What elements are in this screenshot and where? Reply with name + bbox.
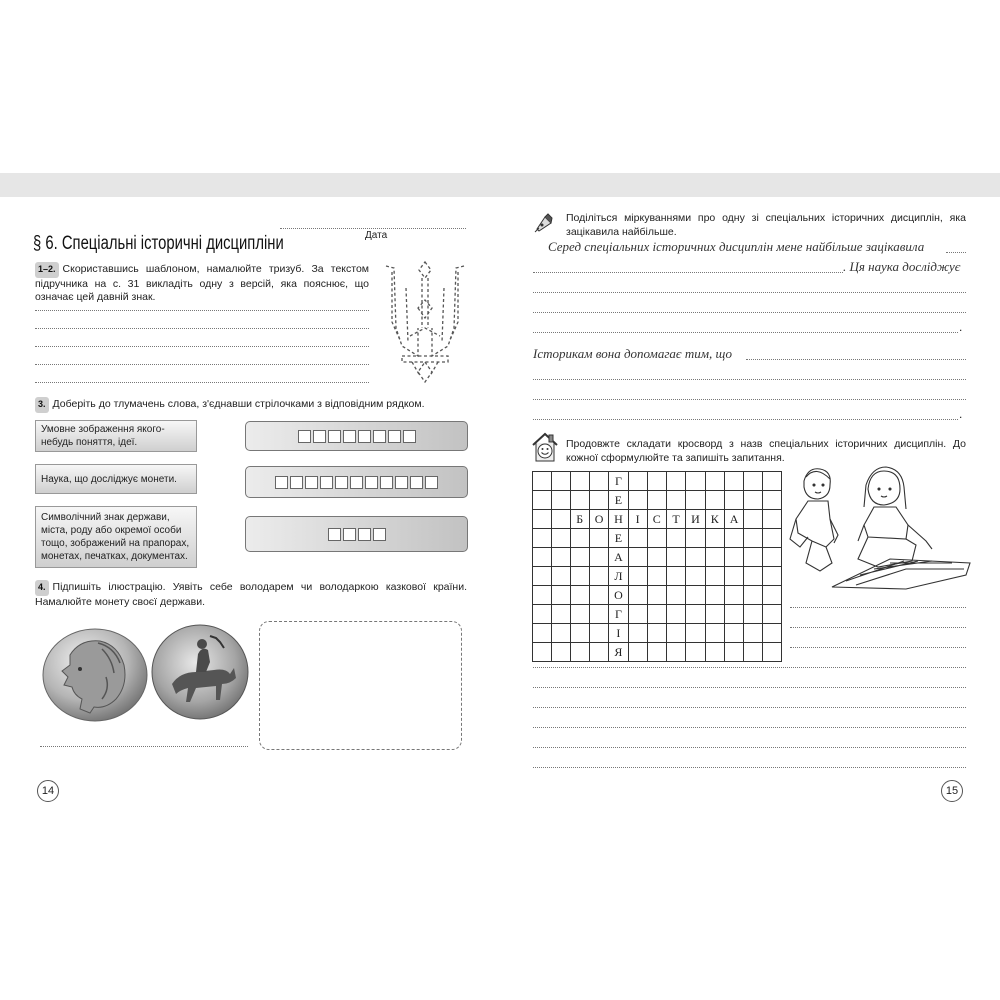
crossword-cell[interactable]: Я <box>609 643 628 662</box>
crossword-cell[interactable] <box>666 586 685 605</box>
crossword-cell[interactable] <box>744 529 763 548</box>
answer-line[interactable] <box>533 332 958 333</box>
crossword-cell[interactable] <box>724 472 743 491</box>
crossword-cell[interactable]: К <box>705 510 724 529</box>
letter-cell[interactable] <box>350 476 363 489</box>
trident-stencil-icon <box>380 258 470 386</box>
crossword-grid[interactable] <box>532 471 782 659</box>
crossword-cell[interactable] <box>551 605 570 624</box>
page-number-right: 15 <box>941 780 963 802</box>
crossword-cell[interactable] <box>666 624 685 643</box>
letter-cell[interactable] <box>410 476 423 489</box>
crossword-cell[interactable] <box>686 548 705 567</box>
crossword-cell[interactable]: Е <box>609 491 628 510</box>
answer-line[interactable] <box>35 364 369 365</box>
crossword-cell[interactable] <box>705 491 724 510</box>
crossword-cell[interactable] <box>551 491 570 510</box>
crossword-cell[interactable] <box>570 567 589 586</box>
coin-rider-icon <box>150 622 250 722</box>
crossword-cell[interactable] <box>628 605 647 624</box>
crossword-cell[interactable] <box>570 491 589 510</box>
crossword-cell[interactable] <box>744 567 763 586</box>
crossword-cell[interactable]: Т <box>666 510 685 529</box>
coin-head-icon <box>40 625 150 725</box>
crossword-cell[interactable] <box>551 567 570 586</box>
letter-cell[interactable] <box>388 430 401 443</box>
crossword-cell[interactable] <box>705 529 724 548</box>
crossword-cell[interactable]: І <box>609 624 628 643</box>
answer-line[interactable] <box>35 310 369 311</box>
letter-cell[interactable] <box>328 528 341 541</box>
letter-cell[interactable] <box>365 476 378 489</box>
definition-box-3[interactable] <box>35 506 197 568</box>
crossword-cell[interactable]: Н <box>609 510 628 529</box>
crossword-cell[interactable] <box>533 605 552 624</box>
crossword-cell[interactable] <box>589 567 608 586</box>
crossword-cell[interactable] <box>570 605 589 624</box>
answer-line[interactable] <box>533 272 843 273</box>
definition-box-1[interactable] <box>35 420 197 452</box>
crossword-cell[interactable] <box>628 548 647 567</box>
sentence-1: Серед спеціальних історичних дисциплін мене найбільше зацікавила <box>548 239 925 254</box>
answer-word-box-3[interactable] <box>245 516 468 552</box>
crossword-cell[interactable] <box>570 586 589 605</box>
crossword-cell[interactable] <box>551 510 570 529</box>
task-text: Скориставшись шаблоном, намалюйте тризуб. За текстом підручника на с. 31 викладіть одну з версій, яка пояснює, що означає цей давній знак. <box>35 263 369 303</box>
answer-word-box-2[interactable] <box>245 466 468 498</box>
crossword-cell[interactable] <box>533 510 552 529</box>
answer-line[interactable] <box>790 647 966 648</box>
crossword-cell[interactable]: И <box>686 510 705 529</box>
letter-cell[interactable] <box>373 430 386 443</box>
letter-cell[interactable] <box>358 430 371 443</box>
letter-cell[interactable] <box>328 430 341 443</box>
crossword-cell[interactable] <box>724 586 743 605</box>
answer-line[interactable] <box>35 382 369 383</box>
task-text: Доберіть до тлумачень слова, з'єднавши стрілочками з відповідним рядком. <box>52 398 425 410</box>
sentence-2: . Ця наука досліджує <box>843 259 961 274</box>
coin-drawing-area[interactable] <box>259 621 462 750</box>
crossword-cell[interactable] <box>763 605 782 624</box>
crossword-cell[interactable] <box>589 491 608 510</box>
letter-cell[interactable] <box>343 430 356 443</box>
crossword-cell[interactable] <box>533 472 552 491</box>
crossword-cell[interactable] <box>744 624 763 643</box>
letter-cell[interactable] <box>335 476 348 489</box>
crossword-cell[interactable] <box>705 586 724 605</box>
task-number: 3. <box>35 397 49 413</box>
definition-text: Символічний знак держави, міста, роду або окремої особи тощо, зображений на прапорах, монетах, печатках, документах. <box>41 512 190 562</box>
crossword-cell[interactable] <box>533 491 552 510</box>
letter-cell[interactable] <box>343 528 356 541</box>
crossword-cell[interactable] <box>744 643 763 662</box>
crossword-cell[interactable]: І <box>628 510 647 529</box>
fountain-pen-icon <box>533 211 555 233</box>
crossword-cell[interactable] <box>647 567 666 586</box>
task-1-2 <box>35 262 369 305</box>
crossword-cell[interactable] <box>705 548 724 567</box>
crossword-cell[interactable] <box>763 529 782 548</box>
crossword-cell[interactable] <box>570 529 589 548</box>
crossword-cell[interactable] <box>551 643 570 662</box>
crossword-cell[interactable] <box>589 529 608 548</box>
letter-cell[interactable] <box>395 476 408 489</box>
crossword-cell[interactable] <box>724 548 743 567</box>
crossword-cell[interactable] <box>570 472 589 491</box>
crossword-cell[interactable] <box>666 472 685 491</box>
crossword-cell[interactable] <box>628 624 647 643</box>
crossword-cell[interactable] <box>744 491 763 510</box>
letter-cell[interactable] <box>298 430 311 443</box>
crossword-cell[interactable] <box>763 510 782 529</box>
answer-line[interactable] <box>946 252 966 253</box>
sentence-3: Історикам вона допомагає тим, що <box>533 346 732 361</box>
crossword-cell[interactable] <box>551 472 570 491</box>
definition-text: Наука, що досліджує монети. <box>41 473 177 485</box>
answer-line[interactable] <box>533 399 966 400</box>
crossword-cell[interactable] <box>763 586 782 605</box>
crossword-cell[interactable] <box>686 586 705 605</box>
answer-word-box-1[interactable] <box>245 421 468 451</box>
crossword-cell[interactable]: Е <box>609 529 628 548</box>
crossword-cell[interactable] <box>744 472 763 491</box>
crossword-cell[interactable] <box>647 529 666 548</box>
crossword-cell[interactable] <box>763 472 782 491</box>
house-smiley-icon <box>530 431 560 465</box>
letter-cell[interactable] <box>425 476 438 489</box>
crossword-cell[interactable] <box>647 548 666 567</box>
page-title: § 6. Спеціальні історичні дисципліни <box>33 233 284 254</box>
crossword-cell[interactable] <box>686 472 705 491</box>
crossword-cell[interactable] <box>724 624 743 643</box>
crossword-cell[interactable]: Б <box>570 510 589 529</box>
task-3 <box>35 397 475 413</box>
crossword-cell[interactable] <box>533 586 552 605</box>
crossword-cell[interactable] <box>724 491 743 510</box>
crossword-cell[interactable] <box>705 624 724 643</box>
crossword-cell[interactable] <box>763 548 782 567</box>
prompt-1: Поділіться міркуваннями про одну зі спеціальних історичних дисциплін, яка зацікавила найбільше. <box>566 212 966 238</box>
crossword-cell[interactable] <box>647 605 666 624</box>
crossword-cell[interactable] <box>666 491 685 510</box>
crossword-cell[interactable] <box>686 605 705 624</box>
crossword-cell[interactable] <box>628 529 647 548</box>
crossword-cell[interactable] <box>551 624 570 643</box>
crossword-cell[interactable] <box>647 472 666 491</box>
crossword-cell[interactable] <box>533 624 552 643</box>
answer-line[interactable] <box>746 359 966 360</box>
crossword-cell[interactable] <box>628 567 647 586</box>
crossword-cell[interactable] <box>724 567 743 586</box>
crossword-cell[interactable] <box>686 529 705 548</box>
crossword-cell[interactable] <box>628 586 647 605</box>
task-4 <box>35 580 467 609</box>
date-line <box>280 228 466 229</box>
header-band <box>0 173 1000 197</box>
crossword-cell[interactable] <box>666 567 685 586</box>
crossword-cell[interactable] <box>570 548 589 567</box>
crossword-cell[interactable] <box>551 548 570 567</box>
crossword-cell[interactable]: О <box>609 586 628 605</box>
page-number-left: 14 <box>37 780 59 802</box>
answer-line[interactable] <box>533 707 966 708</box>
answer-line[interactable] <box>533 727 966 728</box>
crossword-cell[interactable] <box>570 624 589 643</box>
crossword-cell[interactable] <box>763 624 782 643</box>
crossword-cell[interactable] <box>589 605 608 624</box>
task-text: Підпишіть ілюстрацію. Уявіть себе володарем чи володаркою казкової країни. Намалюйте монету своєї держави. <box>35 581 467 608</box>
crossword-cell[interactable] <box>705 567 724 586</box>
crossword-cell[interactable] <box>744 510 763 529</box>
crossword-cell[interactable] <box>686 491 705 510</box>
crossword-cell[interactable] <box>533 567 552 586</box>
letter-cell[interactable] <box>313 430 326 443</box>
crossword-cell[interactable] <box>705 472 724 491</box>
crossword-cell[interactable] <box>686 567 705 586</box>
crossword-cell[interactable] <box>551 586 570 605</box>
answer-line[interactable] <box>533 667 966 668</box>
answer-line[interactable] <box>533 747 966 748</box>
crossword-cell[interactable] <box>724 643 743 662</box>
crossword-cell[interactable]: А <box>724 510 743 529</box>
crossword-cell[interactable] <box>666 643 685 662</box>
crossword-cell[interactable] <box>744 586 763 605</box>
crossword-cell[interactable] <box>744 548 763 567</box>
answer-line[interactable] <box>35 328 369 329</box>
crossword-cell[interactable] <box>763 567 782 586</box>
crossword-cell[interactable] <box>647 643 666 662</box>
crossword-cell[interactable] <box>666 548 685 567</box>
answer-line[interactable] <box>533 379 966 380</box>
crossword-cell[interactable]: С <box>647 510 666 529</box>
crossword-cell[interactable] <box>628 491 647 510</box>
crossword-cell[interactable] <box>589 548 608 567</box>
crossword-cell[interactable] <box>666 605 685 624</box>
crossword-cell[interactable] <box>628 643 647 662</box>
crossword-table <box>532 471 782 662</box>
crossword-cell[interactable] <box>589 472 608 491</box>
crossword-cell[interactable] <box>589 643 608 662</box>
crossword-cell[interactable] <box>763 491 782 510</box>
answer-line[interactable] <box>533 419 958 420</box>
task-number: 1–2. <box>35 262 59 278</box>
answer-line[interactable] <box>790 607 966 608</box>
answer-line[interactable] <box>533 687 966 688</box>
crossword-cell[interactable]: Г <box>609 472 628 491</box>
crossword-cell[interactable] <box>666 529 685 548</box>
answer-line[interactable] <box>533 312 966 313</box>
answer-line[interactable] <box>790 627 966 628</box>
period: . <box>959 320 963 334</box>
crossword-cell[interactable] <box>589 624 608 643</box>
task-number: 4. <box>35 580 49 596</box>
crossword-cell[interactable] <box>647 624 666 643</box>
letter-cell[interactable] <box>320 476 333 489</box>
crossword-cell[interactable] <box>686 643 705 662</box>
letter-cell[interactable] <box>305 476 318 489</box>
letter-cell[interactable] <box>403 430 416 443</box>
definition-box-2[interactable] <box>35 464 197 494</box>
crossword-cell[interactable] <box>724 529 743 548</box>
letter-cell[interactable] <box>358 528 371 541</box>
letter-cell[interactable] <box>380 476 393 489</box>
children-illustration-icon <box>786 463 971 590</box>
date-label: Дата <box>365 230 388 241</box>
crossword-cell[interactable] <box>570 643 589 662</box>
crossword-cell[interactable]: Г <box>609 605 628 624</box>
definition-text: Умовне зображення якого-небудь поняття, ідеї. <box>41 424 165 448</box>
crossword-cell[interactable] <box>551 529 570 548</box>
crossword-cell[interactable] <box>533 548 552 567</box>
crossword-cell[interactable] <box>763 643 782 662</box>
letter-cell[interactable] <box>290 476 303 489</box>
crossword-cell[interactable] <box>705 643 724 662</box>
crossword-cell[interactable] <box>724 605 743 624</box>
answer-line[interactable] <box>533 767 966 768</box>
crossword-cell[interactable] <box>589 586 608 605</box>
letter-cell[interactable] <box>275 476 288 489</box>
prompt-2: Продовжте складати кросворд з назв спеціальних історичних дисциплін. До кожної сформулюйте та запишіть запитання. <box>566 438 966 464</box>
crossword-cell[interactable]: Л <box>609 567 628 586</box>
crossword-cell[interactable] <box>533 643 552 662</box>
crossword-cell[interactable] <box>647 491 666 510</box>
answer-line[interactable] <box>533 292 966 293</box>
caption-line[interactable] <box>40 746 248 747</box>
period: . <box>959 407 963 421</box>
crossword-cell[interactable] <box>686 624 705 643</box>
crossword-cell[interactable] <box>705 605 724 624</box>
crossword-cell[interactable]: А <box>609 548 628 567</box>
crossword-cell[interactable] <box>744 605 763 624</box>
crossword-cell[interactable] <box>647 586 666 605</box>
crossword-cell[interactable]: О <box>589 510 608 529</box>
crossword-cell[interactable] <box>533 529 552 548</box>
answer-line[interactable] <box>35 346 369 347</box>
crossword-cell[interactable] <box>628 472 647 491</box>
letter-cell[interactable] <box>373 528 386 541</box>
